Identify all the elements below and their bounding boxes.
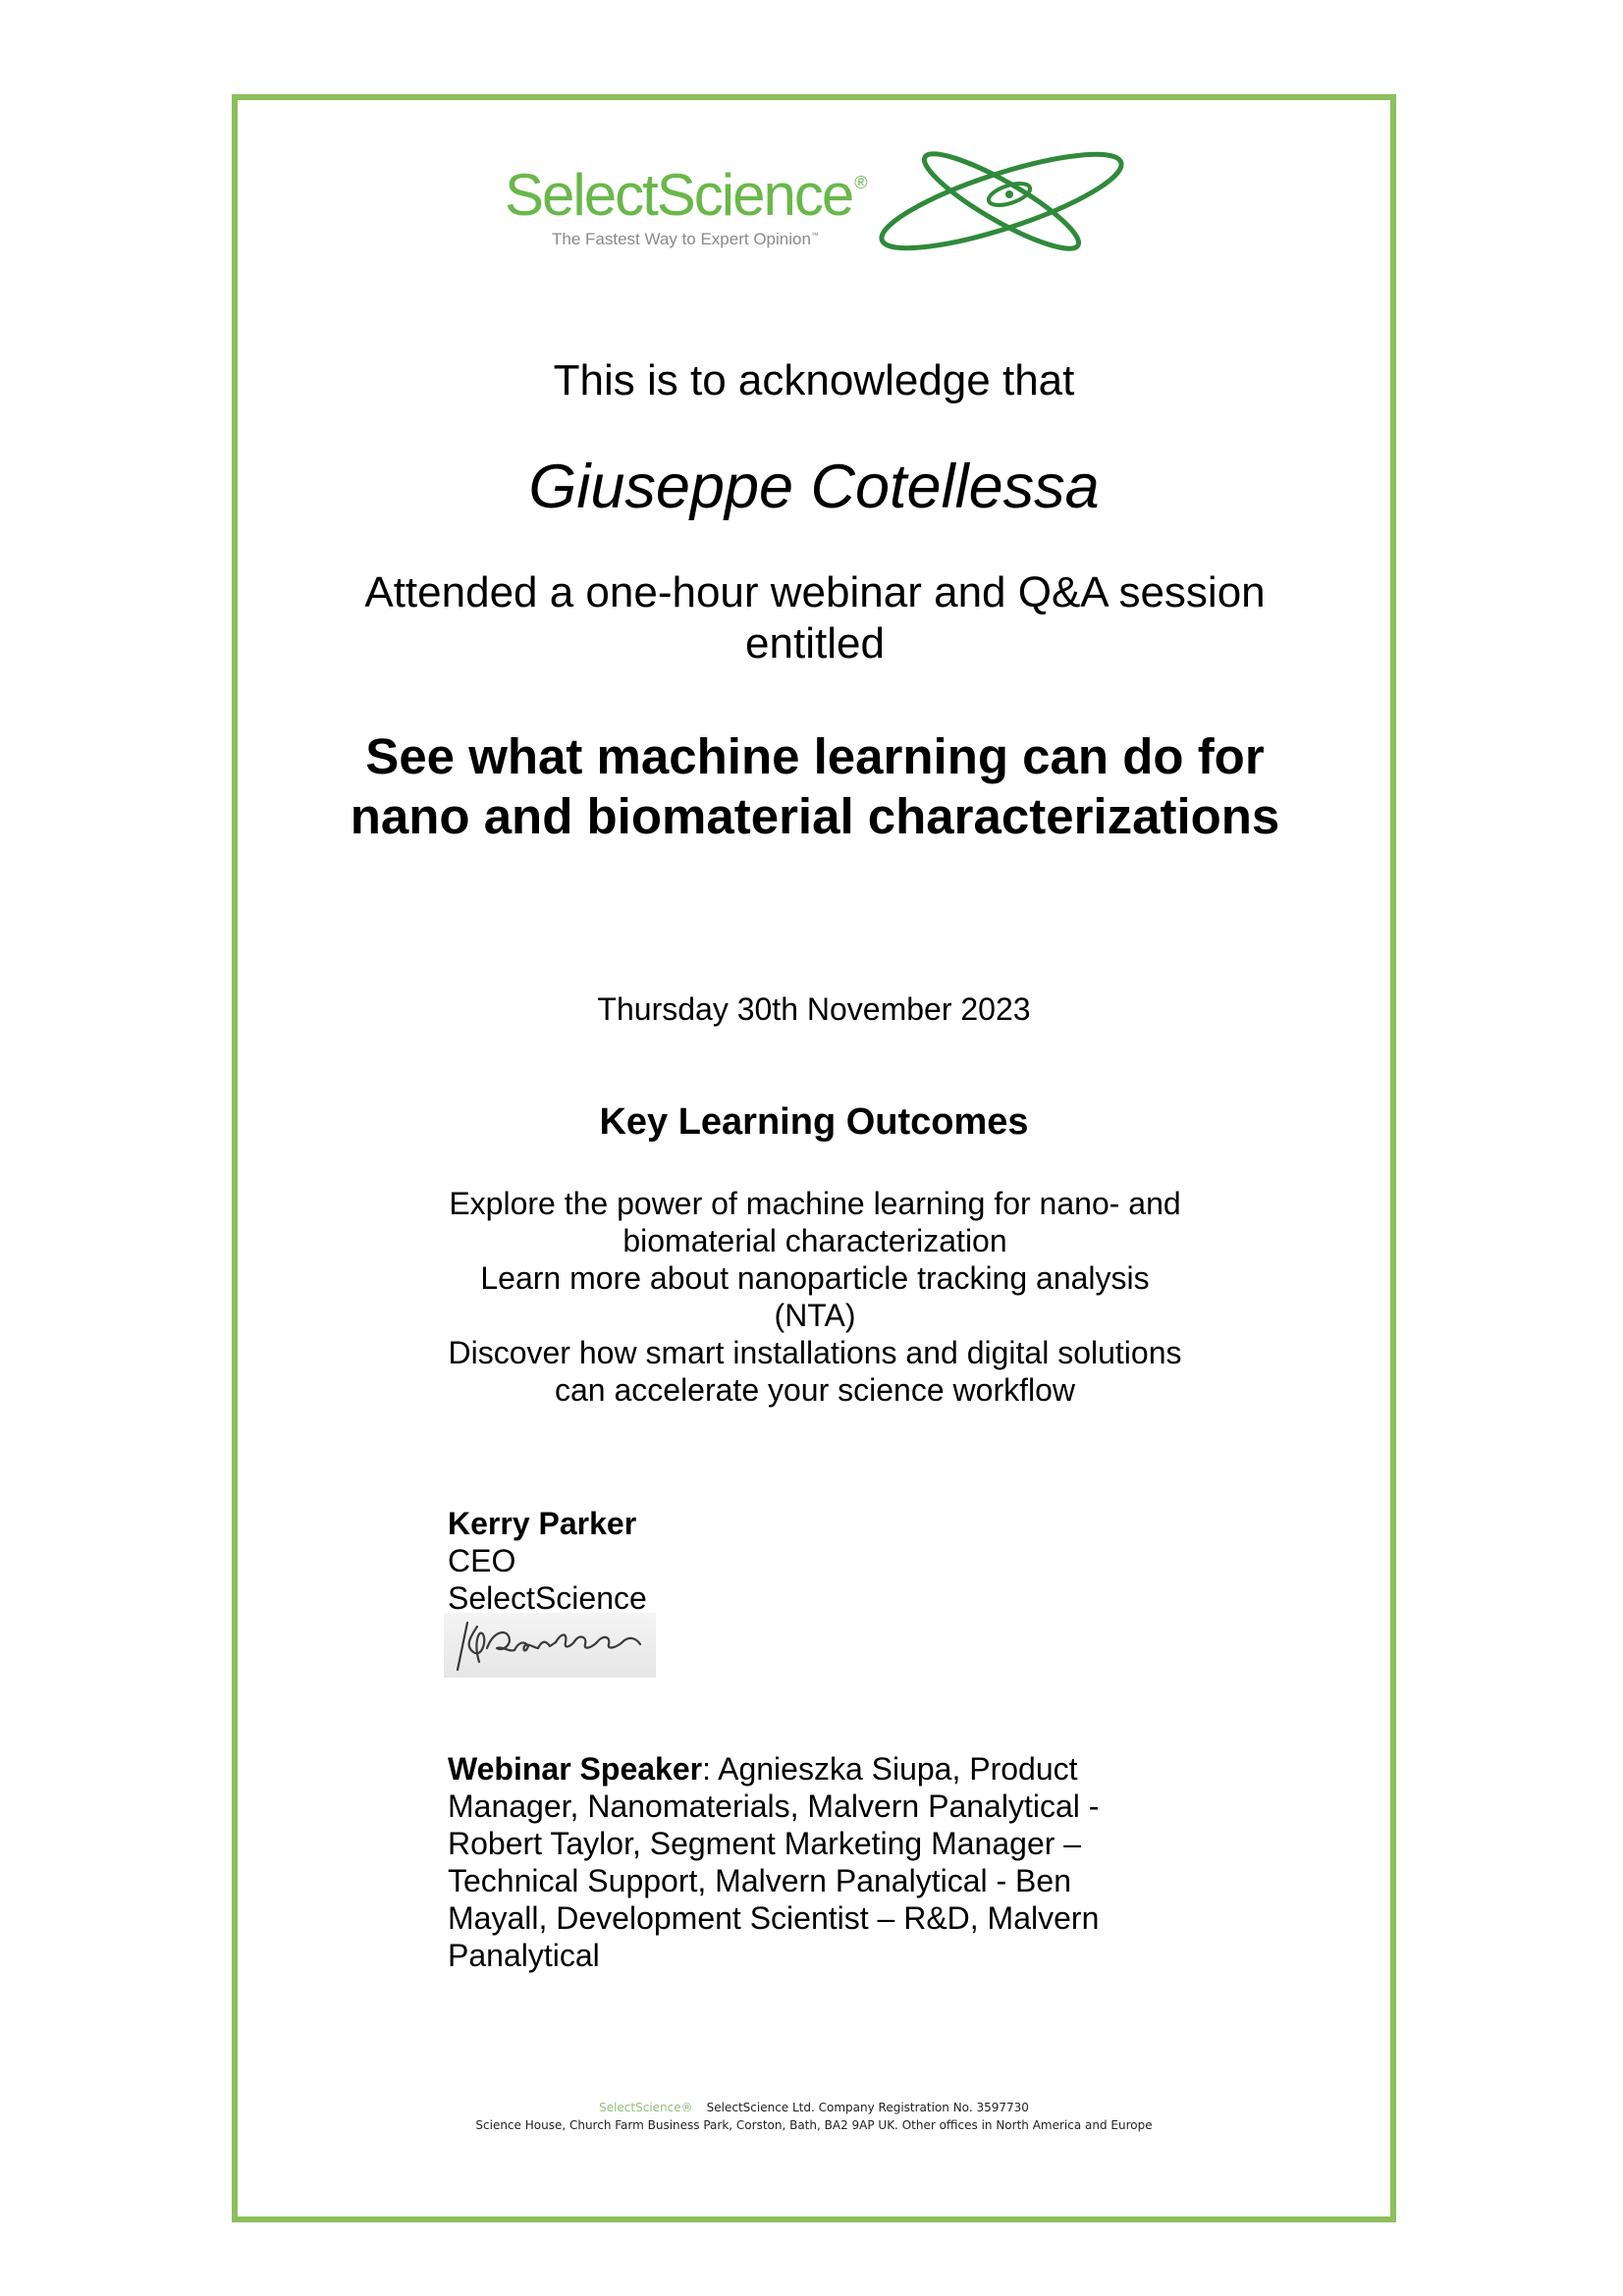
footer-logo: SelectScience®	[599, 2101, 693, 2114]
outcomes-heading: Key Learning Outcomes	[599, 1101, 1029, 1143]
footer-address: Science House, Church Farm Business Park, Corston, Bath, BA2 9AP UK. Other offices in North America and Europe	[475, 2118, 1153, 2132]
signer-title: CEO	[448, 1543, 516, 1578]
webinar-title: See what machine learning can do for nano and biomaterial characterizations	[350, 728, 1280, 844]
logo-registered-mark: ®	[854, 173, 866, 192]
attended-text: Attended a one-hour webinar and Q&A session entitled	[364, 568, 1266, 667]
outcome-item: Learn more about nanoparticle tracking analysis (NTA)	[480, 1260, 1150, 1333]
signer-company: SelectScience	[448, 1580, 647, 1616]
webinar-speaker	[448, 1750, 1155, 1974]
footer	[232, 2099, 1396, 2134]
logo-tagline	[552, 230, 819, 249]
footer-line-1	[232, 2099, 1396, 2116]
orbit-ellipse-icon	[874, 137, 1129, 265]
outcomes-list	[442, 1185, 1188, 1409]
logo-wordmark	[505, 161, 865, 229]
selectscience-logo	[501, 137, 1129, 265]
outcome-item: Discover how smart installations and digital solutions can accelerate your science workflow	[448, 1335, 1182, 1408]
speaker-label: Webinar Speaker	[448, 1751, 703, 1787]
signature-image	[444, 1613, 656, 1678]
signer-block	[448, 1505, 647, 1617]
speaker-text: : Agnieszka Siupa, Product Manager, Nanomaterials, Malvern Panalytical - Robert Taylor, Segment Marketing Manager – Technical Support, Malvern Panalytical - Ben Mayall, Development Scientist – R&D, Malvern Panalytical	[448, 1751, 1100, 1973]
acknowledgement-text: This is to acknowledge that	[553, 356, 1075, 404]
logo-tagline-text: The Fastest Way to Expert Opinion	[552, 230, 811, 248]
recipient-name: Giuseppe Cotellessa	[528, 453, 1100, 521]
webinar-date: Thursday 30th November 2023	[597, 991, 1031, 1027]
logo-name: SelectScience	[505, 162, 853, 228]
footer-registration: SelectScience Ltd. Company Registration No. 3597730	[706, 2101, 1029, 2114]
signer-name: Kerry Parker	[448, 1506, 637, 1541]
logo-tagline-mark: ™	[810, 231, 819, 240]
outcome-item: Explore the power of machine learning for nano- and biomaterial characterization	[449, 1186, 1181, 1258]
